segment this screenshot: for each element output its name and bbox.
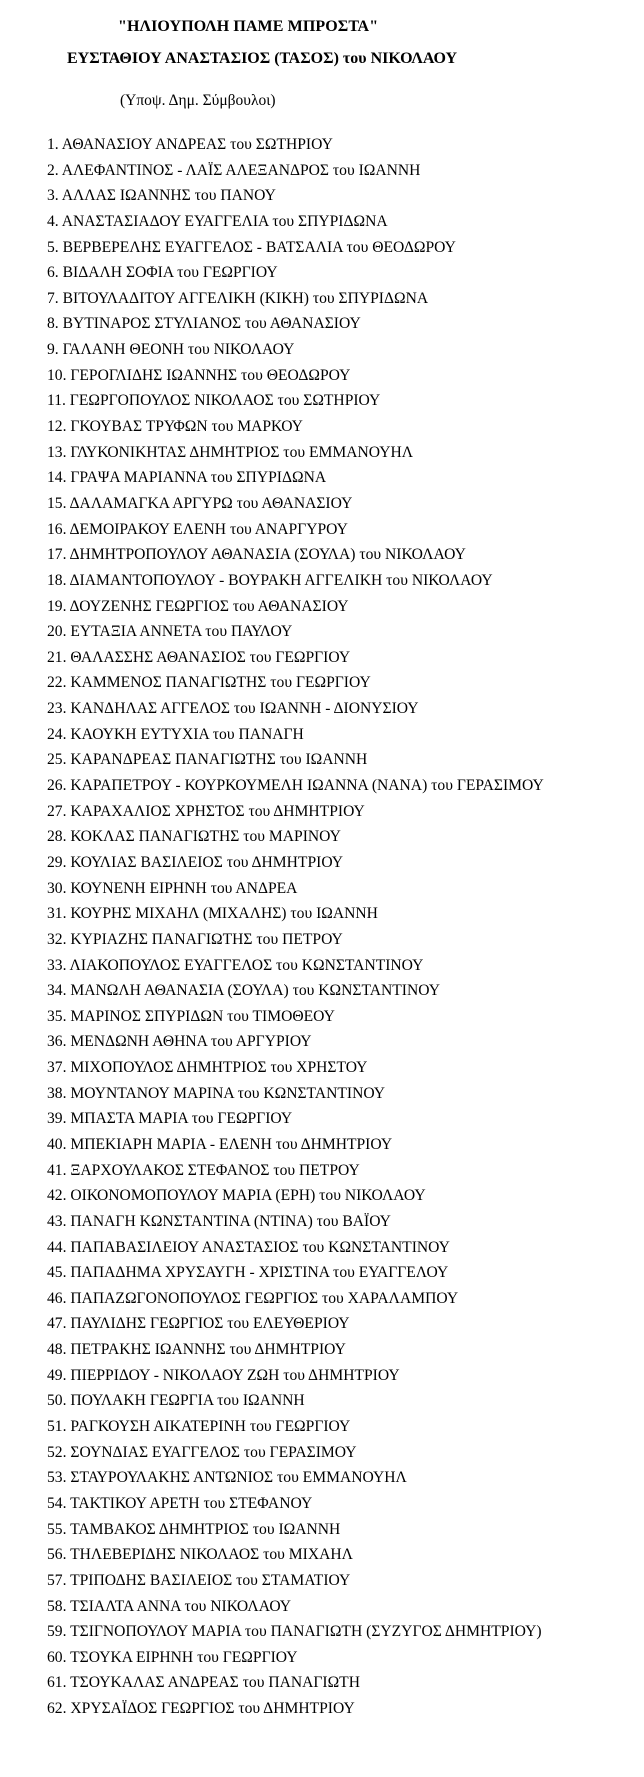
candidate-item: 52. ΣΟΥΝΔΙΑΣ ΕΥΑΓΓΕΛΟΣ του ΓΕΡΑΣΙΜΟΥ xyxy=(47,1443,357,1461)
candidate-list xyxy=(47,132,544,1722)
candidate-item: 5. ΒΕΡΒΕΡΕΛΗΣ ΕΥΑΓΓΕΛΟΣ - ΒΑΤΣΑΛΙΑ του ΘΕΟΔΩΡΟΥ xyxy=(47,238,456,256)
candidate-item: 62. ΧΡΥΣΑΪΔΟΣ ΓΕΩΡΓΙΟΣ του ΔΗΜΗΤΡΙΟΥ xyxy=(47,1700,355,1718)
candidate-item: 53. ΣΤΑΥΡΟΥΛΑΚΗΣ ΑΝΤΩΝΙΟΣ του ΕΜΜΑΝΟΥΗΛ xyxy=(47,1469,407,1487)
candidate-item: 54. ΤΑΚΤΙΚΟΥ ΑΡΕΤΗ του ΣΤΕΦΑΝΟΥ xyxy=(47,1494,313,1512)
candidate-item: 24. ΚΑΟΥΚΗ ΕΥΤΥΧΙΑ του ΠΑΝΑΓΗ xyxy=(47,725,304,743)
candidate-item: 36. ΜΕΝΔΩΝΗ ΑΘΗΝΑ του ΑΡΓΥΡΙΟΥ xyxy=(47,1033,312,1051)
candidate-item: 1. ΑΘΑΝΑΣΙΟΥ ΑΝΔΡΕΑΣ του ΣΩΤΗΡΙΟΥ xyxy=(47,136,333,153)
candidate-item: 15. ΔΑΛΑΜΑΓΚΑ ΑΡΓΥΡΩ του ΑΘΑΝΑΣΙΟΥ xyxy=(47,494,353,512)
candidate-item: 60. ΤΣΟΥΚΑ ΕΙΡΗΝΗ του ΓΕΩΡΓΙΟΥ xyxy=(47,1648,298,1666)
candidate-item: 13. ΓΛΥΚΟΝΙΚΗΤΑΣ ΔΗΜΗΤΡΙΟΣ του ΕΜΜΑΝΟΥΗΛ xyxy=(47,443,414,461)
candidate-item: 45. ΠΑΠΑΔΗΜΑ ΧΡΥΣΑΥΓΗ - ΧΡΙΣΤΙΝΑ του ΕΥΑΓΓΕΛΟΥ xyxy=(47,1264,449,1282)
candidate-item: 16. ΔΕΜΟΙΡΑΚΟΥ ΕΛΕΝΗ του ΑΝΑΡΓΥΡΟΥ xyxy=(47,520,348,538)
candidate-item: 18. ΔΙΑΜΑΝΤΟΠΟΥΛΟΥ - ΒΟΥΡΑΚΗ ΑΓΓΕΛΙΚΗ του ΝΙΚΟΛΑΟΥ xyxy=(47,571,493,589)
candidate-item: 23. ΚΑΝΔΗΛΑΣ ΑΓΓΕΛΟΣ του ΙΩΑΝΝΗ - ΔΙΟΝΥΣΙΟΥ xyxy=(47,700,419,718)
candidate-item: 38. ΜΟΥΝΤΑΝΟΥ ΜΑΡΙΝΑ του ΚΩΝΣΤΑΝΤΙΝΟΥ xyxy=(47,1084,386,1102)
candidate-item: 6. ΒΙΔΑΛΗ ΣΟΦΙΑ του ΓΕΩΡΓΙΟΥ xyxy=(47,264,278,282)
candidate-item: 32. ΚΥΡΙΑΖΗΣ ΠΑΝΑΓΙΩΤΗΣ του ΠΕΤΡΟΥ xyxy=(47,930,343,948)
candidate-item: 50. ΠΟΥΛΑΚΗ ΓΕΩΡΓΙΑ του ΙΩΑΝΝΗ xyxy=(47,1392,305,1410)
candidate-item: 51. ΡΑΓΚΟΥΣΗ ΑΙΚΑΤΕΡΙΝΗ του ΓΕΩΡΓΙΟΥ xyxy=(47,1418,351,1436)
candidate-item: 25. ΚΑΡΑΝΔΡΕΑΣ ΠΑΝΑΓΙΩΤΗΣ του ΙΩΑΝΝΗ xyxy=(47,751,368,769)
candidate-item: 33. ΛΙΑΚΟΠΟΥΛΟΣ ΕΥΑΓΓΕΛΟΣ του ΚΩΝΣΤΑΝΤΙΝΟΥ xyxy=(47,956,424,974)
candidate-item: 14. ΓΡΑΨΑ ΜΑΡΙΑΝΝΑ του ΣΠΥΡΙΔΩΝΑ xyxy=(47,469,327,487)
candidate-item: 49. ΠΙΕΡΡΙΔΟΥ - ΝΙΚΟΛΑΟΥ ΖΩΗ του ΔΗΜΗΤΡΙΟΥ xyxy=(47,1366,400,1384)
candidate-item: 48. ΠΕΤΡΑΚΗΣ ΙΩΑΝΝΗΣ του ΔΗΜΗΤΡΙΟΥ xyxy=(47,1341,346,1359)
party-leader: ΕΥΣΤΑΘΙΟΥ ΑΝΑΣΤΑΣΙΟΣ (ΤΑΣΟΣ) του ΝΙΚΟΛΑΟΥ xyxy=(67,50,458,67)
candidate-item: 20. ΕΥΤΑΞΙΑ ΑΝΝΕΤΑ του ΠΑΥΛΟΥ xyxy=(47,623,293,641)
candidate-item: 40. ΜΠΕΚΙΑΡΗ ΜΑΡΙΑ - ΕΛΕΝΗ του ΔΗΜΗΤΡΙΟΥ xyxy=(47,1135,393,1153)
candidate-item: 9. ΓΑΛΑΝΗ ΘΕΟΝΗ του ΝΙΚΟΛΑΟΥ xyxy=(47,341,295,359)
candidate-item: 47. ΠΑΥΛΙΔΗΣ ΓΕΩΡΓΙΟΣ του ΕΛΕΥΘΕΡΙΟΥ xyxy=(47,1315,350,1333)
candidate-item: 57. ΤΡΙΠΟΔΗΣ ΒΑΣΙΛΕΙΟΣ του ΣΤΑΜΑΤΙΟΥ xyxy=(47,1571,351,1589)
candidate-item: 22. ΚΑΜΜΕΝΟΣ ΠΑΝΑΓΙΩΤΗΣ του ΓΕΩΡΓΙΟΥ xyxy=(47,674,371,692)
candidate-item: 4. ΑΝΑΣΤΑΣΙΑΔΟΥ ΕΥΑΓΓΕΛΙΑ του ΣΠΥΡΙΔΩΝΑ xyxy=(47,212,388,230)
candidate-item: 55. ΤΑΜΒΑΚΟΣ ΔΗΜΗΤΡΙΟΣ του ΙΩΑΝΝΗ xyxy=(47,1520,341,1538)
candidate-item: 3. ΑΛΛΑΣ ΙΩΑΝΝΗΣ του ΠΑΝΟΥ xyxy=(47,187,276,205)
candidate-item: 34. ΜΑΝΩΛΗ ΑΘΑΝΑΣΙΑ (ΣΟΥΛΑ) του ΚΩΝΣΤΑΝΤΙΝΟΥ xyxy=(47,982,440,1000)
candidate-item: 41. ΞΑΡΧΟΥΛΑΚΟΣ ΣΤΕΦΑΝΟΣ του ΠΕΤΡΟΥ xyxy=(47,1161,360,1179)
candidate-item: 28. ΚΟΚΛΑΣ ΠΑΝΑΓΙΩΤΗΣ του ΜΑΡΙΝΟΥ xyxy=(47,828,341,846)
candidate-item: 56. ΤΗΛΕΒΕΡΙΔΗΣ ΝΙΚΟΛΑΟΣ του ΜΙΧΑΗΛ xyxy=(47,1546,353,1564)
candidate-item: 31. ΚΟΥΡΗΣ ΜΙΧΑΗΛ (ΜΙΧΑΛΗΣ) του ΙΩΑΝΝΗ xyxy=(47,905,378,923)
list-subtitle: (Υποψ. Δημ. Σύμβουλοι) xyxy=(120,92,276,109)
candidate-item: 44. ΠΑΠΑΒΑΣΙΛΕΙΟΥ ΑΝΑΣΤΑΣΙΟΣ του ΚΩΝΣΤΑΝΤΙΝΟΥ xyxy=(47,1238,450,1256)
party-title: "ΗΛΙΟΥΠΟΛΗ ΠΑΜΕ ΜΠΡΟΣΤΑ" xyxy=(118,18,379,35)
candidate-item: 42. ΟΙΚΟΝΟΜΟΠΟΥΛΟΥ ΜΑΡΙΑ (ΕΡΗ) του ΝΙΚΟΛΑΟΥ xyxy=(47,1187,426,1205)
candidate-item: 10. ΓΕΡΟΓΛΙΔΗΣ ΙΩΑΝΝΗΣ του ΘΕΟΔΩΡΟΥ xyxy=(47,366,351,384)
candidate-item: 17. ΔΗΜΗΤΡΟΠΟΥΛΟΥ ΑΘΑΝΑΣΙΑ (ΣΟΥΛΑ) του ΝΙΚΟΛΑΟΥ xyxy=(47,546,466,564)
candidate-item: 46. ΠΑΠΑΖΩΓΟΝΟΠΟΥΛΟΣ ΓΕΩΡΓΙΟΣ του ΧΑΡΑΛΑΜΠΟΥ xyxy=(47,1289,459,1307)
candidate-item: 29. ΚΟΥΛΙΑΣ ΒΑΣΙΛΕΙΟΣ του ΔΗΜΗΤΡΙΟΥ xyxy=(47,853,344,871)
candidate-item: 39. ΜΠΑΣΤΑ ΜΑΡΙΑ του ΓΕΩΡΓΙΟΥ xyxy=(47,1110,293,1128)
candidate-item: 26. ΚΑΡΑΠΕΤΡΟΥ - ΚΟΥΡΚΟΥΜΕΛΗ ΙΩΑΝΝΑ (ΝΑΝΑ) του ΓΕΡΑΣΙΜΟΥ xyxy=(47,777,544,795)
candidate-item: 35. ΜΑΡΙΝΟΣ ΣΠΥΡΙΔΩΝ του ΤΙΜΟΘΕΟΥ xyxy=(47,1007,335,1025)
candidate-item: 19. ΔΟΥΖΕΝΗΣ ΓΕΩΡΓΙΟΣ του ΑΘΑΝΑΣΙΟΥ xyxy=(47,597,349,615)
candidate-item: 8. ΒΥΤΙΝΑΡΟΣ ΣΤΥΛΙΑΝΟΣ του ΑΘΑΝΑΣΙΟΥ xyxy=(47,315,361,333)
candidate-item: 61. ΤΣΟΥΚΑΛΑΣ ΑΝΔΡΕΑΣ του ΠΑΝΑΓΙΩΤΗ xyxy=(47,1674,360,1692)
candidate-item: 30. ΚΟΥΝΕΝΗ ΕΙΡΗΝΗ του ΑΝΔΡΕΑ xyxy=(47,879,298,897)
candidate-item: 11. ΓΕΩΡΓΟΠΟΥΛΟΣ ΝΙΚΟΛΑΟΣ του ΣΩΤΗΡΙΟΥ xyxy=(47,392,381,410)
candidate-item: 43. ΠΑΝΑΓΗ ΚΩΝΣΤΑΝΤΙΝΑ (ΝΤΙΝΑ) του ΒΑΪΟΥ xyxy=(47,1212,391,1230)
candidate-item: 37. ΜΙΧΟΠΟΥΛΟΣ ΔΗΜΗΤΡΙΟΣ του ΧΡΗΣΤΟΥ xyxy=(47,1059,368,1077)
candidate-item: 27. ΚΑΡΑΧΑΛΙΟΣ ΧΡΗΣΤΟΣ του ΔΗΜΗΤΡΙΟΥ xyxy=(47,802,365,820)
candidate-item: 12. ΓΚΟΥΒΑΣ ΤΡΥΦΩΝ του ΜΑΡΚΟΥ xyxy=(47,418,303,436)
candidate-item: 7. ΒΙΤΟΥΛΑΔΙΤΟΥ ΑΓΓΕΛΙΚΗ (ΚΙΚΗ) του ΣΠΥΡΙΔΩΝΑ xyxy=(47,289,429,307)
candidate-item: 59. ΤΣΙΓΝΟΠΟΥΛΟΥ ΜΑΡΙΑ του ΠΑΝΑΓΙΩΤΗ (ΣΥΖΥΓΟΣ ΔΗΜΗΤΡΙΟΥ) xyxy=(47,1623,542,1641)
candidate-item: 21. ΘΑΛΑΣΣΗΣ ΑΘΑΝΑΣΙΟΣ του ΓΕΩΡΓΙΟΥ xyxy=(47,648,351,666)
candidate-item: 58. ΤΣΙΑΛΤΑ ΑΝΝΑ του ΝΙΚΟΛΑΟΥ xyxy=(47,1597,292,1615)
candidate-item: 2. ΑΛΕΦΑΝΤΙΝΟΣ - ΛΑΪΣ ΑΛΕΞΑΝΔΡΟΣ του ΙΩΑΝΝΗ xyxy=(47,161,421,179)
